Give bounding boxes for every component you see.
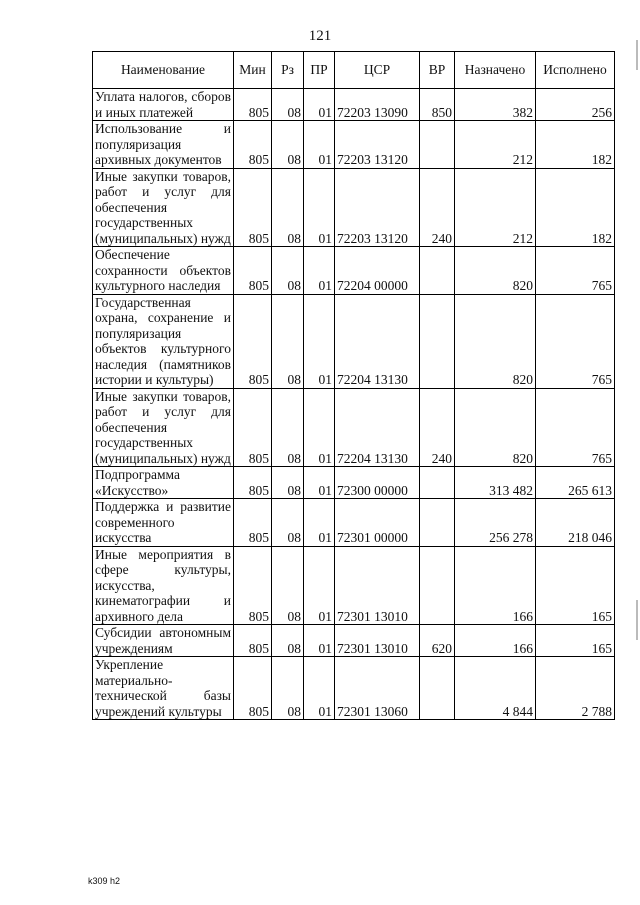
row-assigned: 820	[455, 388, 536, 467]
row-assigned: 820	[455, 294, 536, 388]
scan-edge-mark	[636, 40, 638, 70]
row-pr: 01	[304, 625, 335, 657]
row-vr	[420, 657, 455, 720]
col-header-vr: ВР	[420, 52, 455, 89]
row-min: 805	[234, 388, 272, 467]
page-number: 121	[308, 28, 332, 44]
row-vr	[420, 467, 455, 499]
row-name: Использование и популяризация архивных документов	[93, 121, 234, 169]
row-csr: 72204 13130	[335, 294, 420, 388]
footer-code: k309 h2	[88, 876, 121, 886]
row-name: Государственная охрана, сохранение и популяризация объектов культурного наследия (памятников истории и культуры)	[93, 294, 234, 388]
row-csr: 72203 13090	[335, 89, 420, 121]
row-pr: 01	[304, 168, 335, 247]
row-name: Иные закупки товаров, работ и услуг для обеспечения государственных (муниципальных) нужд	[93, 168, 234, 247]
row-pr: 01	[304, 247, 335, 295]
row-min: 805	[234, 625, 272, 657]
row-rz: 08	[272, 294, 304, 388]
col-header-name: Наименование	[93, 52, 234, 89]
row-assigned: 212	[455, 168, 536, 247]
row-executed: 182	[536, 168, 615, 247]
row-assigned: 212	[455, 121, 536, 169]
table-row	[93, 467, 615, 499]
row-vr: 240	[420, 388, 455, 467]
row-name: Уплата налогов, сборов и иных платежей	[93, 89, 234, 121]
row-name: Иные мероприятия в сфере культуры, искусства, кинематографии и архивного дела	[93, 546, 234, 625]
row-rz: 08	[272, 168, 304, 247]
row-rz: 08	[272, 499, 304, 547]
row-pr: 01	[304, 546, 335, 625]
row-pr: 01	[304, 121, 335, 169]
row-csr: 72300 00000	[335, 467, 420, 499]
row-vr: 240	[420, 168, 455, 247]
row-pr: 01	[304, 89, 335, 121]
row-pr: 01	[304, 294, 335, 388]
row-vr: 620	[420, 625, 455, 657]
row-csr: 72203 13120	[335, 168, 420, 247]
col-header-min: Мин	[234, 52, 272, 89]
row-name: Субсидии автономным учреждениям	[93, 625, 234, 657]
row-assigned: 820	[455, 247, 536, 295]
row-rz: 08	[272, 247, 304, 295]
row-csr: 72301 13060	[335, 657, 420, 720]
row-rz: 08	[272, 546, 304, 625]
row-executed: 165	[536, 546, 615, 625]
row-vr: 850	[420, 89, 455, 121]
row-executed: 165	[536, 625, 615, 657]
row-executed: 182	[536, 121, 615, 169]
scan-edge-mark	[636, 600, 638, 640]
row-rz: 08	[272, 625, 304, 657]
row-assigned: 166	[455, 625, 536, 657]
table-row	[93, 121, 615, 169]
table-row	[93, 247, 615, 295]
row-name: Иные закупки товаров, работ и услуг для обеспечения государственных (муниципальных) нужд	[93, 388, 234, 467]
row-assigned: 256 278	[455, 499, 536, 547]
table-row	[93, 625, 615, 657]
row-csr: 72301 13010	[335, 625, 420, 657]
table-row	[93, 388, 615, 467]
row-csr: 72203 13120	[335, 121, 420, 169]
row-executed: 765	[536, 294, 615, 388]
col-header-rz: Рз	[272, 52, 304, 89]
row-vr	[420, 121, 455, 169]
row-vr	[420, 247, 455, 295]
table-row	[93, 168, 615, 247]
row-name: Обеспечение сохранности объектов культурного наследия	[93, 247, 234, 295]
row-assigned: 313 482	[455, 467, 536, 499]
row-name: Подпрограмма «Искусство»	[93, 467, 234, 499]
row-min: 805	[234, 89, 272, 121]
row-executed: 265 613	[536, 467, 615, 499]
row-min: 805	[234, 121, 272, 169]
row-min: 805	[234, 499, 272, 547]
row-assigned: 4 844	[455, 657, 536, 720]
row-min: 805	[234, 247, 272, 295]
row-rz: 08	[272, 657, 304, 720]
table-row	[93, 89, 615, 121]
row-vr	[420, 499, 455, 547]
col-header-csr: ЦСР	[335, 52, 420, 89]
table-row	[93, 294, 615, 388]
row-min: 805	[234, 546, 272, 625]
row-rz: 08	[272, 121, 304, 169]
col-header-assigned: Назначено	[455, 52, 536, 89]
row-vr	[420, 546, 455, 625]
row-pr: 01	[304, 499, 335, 547]
col-header-executed: Исполнено	[536, 52, 615, 89]
row-executed: 765	[536, 388, 615, 467]
row-min: 805	[234, 467, 272, 499]
row-min: 805	[234, 168, 272, 247]
row-rz: 08	[272, 89, 304, 121]
row-executed: 218 046	[536, 499, 615, 547]
row-min: 805	[234, 657, 272, 720]
budget-table	[92, 51, 615, 720]
row-executed: 256	[536, 89, 615, 121]
table-header-row	[93, 52, 615, 89]
row-rz: 08	[272, 467, 304, 499]
row-pr: 01	[304, 388, 335, 467]
row-pr: 01	[304, 467, 335, 499]
row-executed: 765	[536, 247, 615, 295]
row-csr: 72301 13010	[335, 546, 420, 625]
row-csr: 72301 00000	[335, 499, 420, 547]
row-name: Укрепление материально-технической базы учреждений культуры	[93, 657, 234, 720]
table-row	[93, 657, 615, 720]
row-assigned: 166	[455, 546, 536, 625]
row-csr: 72204 00000	[335, 247, 420, 295]
row-assigned: 382	[455, 89, 536, 121]
row-csr: 72204 13130	[335, 388, 420, 467]
table-row	[93, 499, 615, 547]
table-row	[93, 546, 615, 625]
row-name: Поддержка и развитие современного искусства	[93, 499, 234, 547]
row-min: 805	[234, 294, 272, 388]
row-pr: 01	[304, 657, 335, 720]
row-vr	[420, 294, 455, 388]
col-header-pr: ПР	[304, 52, 335, 89]
row-rz: 08	[272, 388, 304, 467]
row-executed: 2 788	[536, 657, 615, 720]
